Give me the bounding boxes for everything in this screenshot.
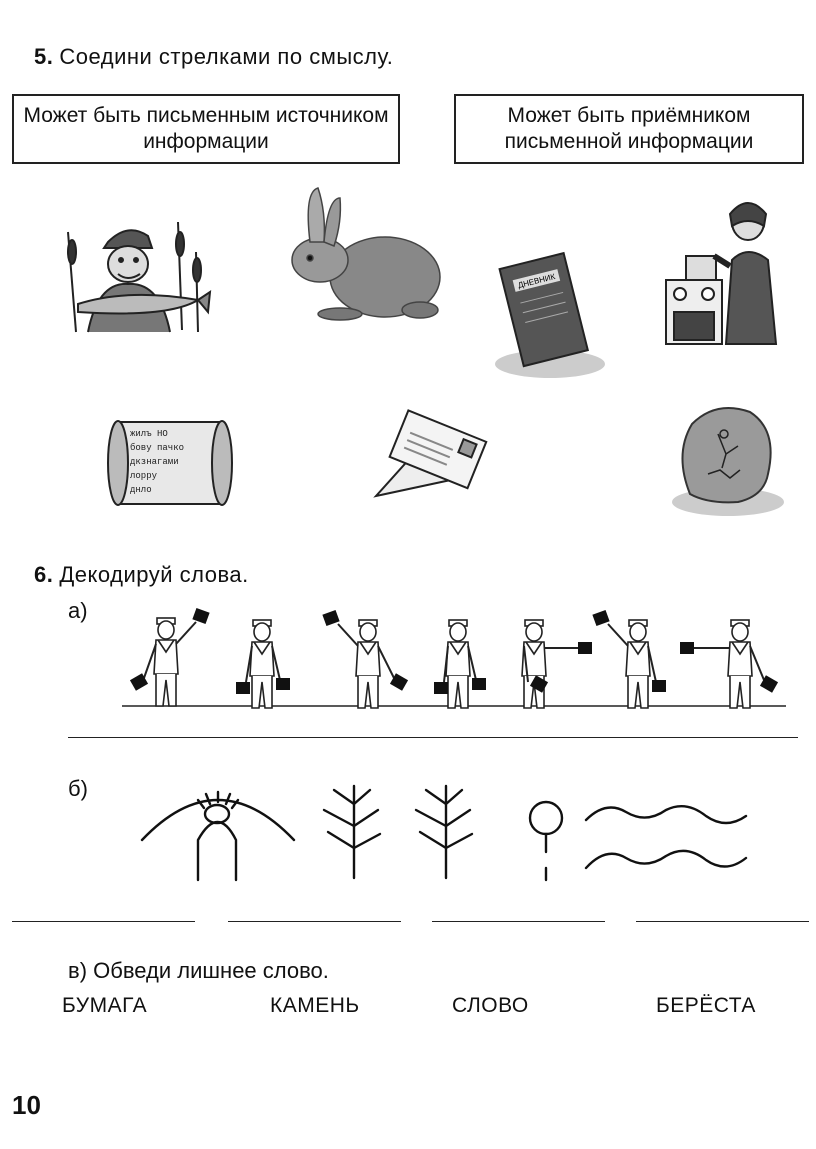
page-number: 10 — [12, 1090, 41, 1120]
fisherman-picture[interactable] — [48, 212, 218, 340]
sailor-3 — [322, 610, 408, 708]
answer-line-b-2[interactable] — [228, 921, 401, 922]
pictogram-sun-icon — [530, 802, 562, 880]
task-5-number: 5. — [34, 44, 54, 69]
word-option-1[interactable]: БУМАГА — [62, 994, 148, 1017]
scroll-line-1: жилъ НО — [130, 429, 168, 439]
scroll-line-3: дкзнагами — [130, 457, 179, 467]
task-6-number: 6. — [34, 562, 54, 587]
stone-picture[interactable] — [668, 394, 788, 526]
rabbit-picture[interactable] — [280, 182, 450, 330]
envelope-picture[interactable] — [372, 408, 490, 500]
word-option-4[interactable]: БЕРЁСТА — [656, 994, 756, 1017]
category-box-receiver-label: Может быть приёмником письменной информации — [504, 104, 754, 153]
scroll-line-4: лорру — [130, 471, 158, 481]
task-5-title — [34, 44, 393, 70]
pictograms — [136, 780, 756, 886]
pictogram-tree-2-icon — [416, 786, 472, 878]
sailor-4 — [434, 620, 486, 708]
task-6-instruction: Декодируй слова. — [59, 562, 249, 587]
sailor-6 — [592, 610, 666, 708]
answer-line-b-1[interactable] — [12, 921, 195, 922]
pictogram-tree-1-icon — [324, 786, 380, 878]
part-b-label: б) — [68, 776, 88, 801]
sailor-2 — [236, 620, 290, 708]
answer-line-b-4[interactable] — [636, 921, 809, 922]
diary-label: ДНЕВНИК — [517, 272, 557, 290]
scroll-picture[interactable] — [104, 414, 236, 512]
answer-line-a[interactable] — [68, 737, 798, 738]
pictogram-water-icon — [586, 806, 746, 868]
cook-picture[interactable] — [656, 196, 786, 348]
category-box-receiver[interactable] — [454, 94, 804, 164]
sailor-5 — [522, 620, 592, 708]
sailor-7 — [680, 620, 778, 708]
category-box-source-label: Может быть письменным источником информации — [23, 104, 389, 153]
word-option-2[interactable]: КАМЕНЬ — [270, 994, 360, 1017]
semaphore-signals — [122, 598, 786, 710]
task-5-instruction: Соедини стрелками по смыслу. — [59, 44, 394, 69]
scroll-line-2: бову пачко — [130, 443, 185, 453]
sailor-1 — [130, 608, 210, 706]
scroll-line-5: днло — [130, 485, 152, 495]
answer-line-b-3[interactable] — [432, 921, 605, 922]
task-6-title — [34, 562, 249, 588]
diary-picture[interactable] — [490, 246, 610, 380]
word-option-3[interactable]: СЛОВО — [452, 994, 529, 1017]
category-box-source[interactable] — [12, 94, 400, 164]
part-a-label: а) — [68, 598, 88, 623]
part-c-instruction: в) Обведи лишнее слово. — [68, 958, 329, 983]
pictogram-dwelling-icon — [142, 792, 294, 880]
